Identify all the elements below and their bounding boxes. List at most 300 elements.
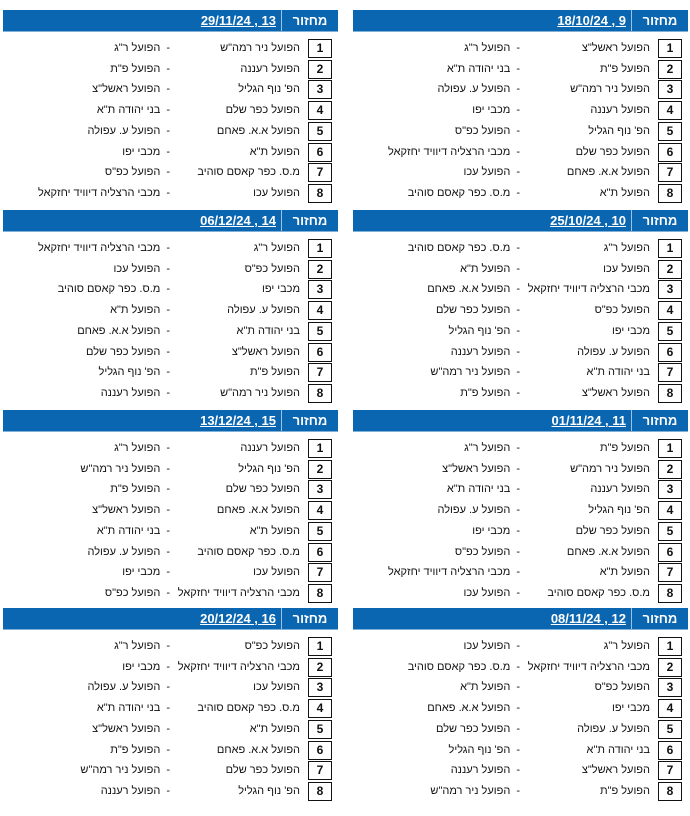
home-team: הפועל ת"א: [249, 722, 300, 735]
match-row: [3, 322, 340, 341]
match-row: [3, 80, 340, 99]
match-number: 8: [308, 584, 332, 603]
round-block: [353, 410, 690, 610]
match-number: 8: [658, 184, 682, 203]
match-number: 8: [658, 584, 682, 603]
round-label: מחזור: [281, 210, 338, 231]
home-team: הפ' נוף הגליל: [238, 784, 300, 797]
match-number: 3: [658, 80, 682, 99]
home-team: מכבי הרצליה דיוויד יחזקאל: [177, 586, 300, 599]
separator: -: [166, 504, 170, 517]
home-team: הפועל א.א. פאחם: [566, 545, 650, 558]
away-team: הפועל ראשל"צ: [442, 462, 511, 475]
home-team: הפועל א.א. פאחם: [566, 166, 650, 179]
home-team: הפועל כפר שלם: [575, 524, 650, 537]
match-number: 8: [308, 782, 332, 801]
match-row: [3, 301, 340, 320]
home-team: הפועל כפר שלם: [575, 145, 650, 158]
separator: -: [166, 345, 170, 358]
away-team: הפועל כפ"ס: [104, 166, 161, 179]
match-number: 7: [308, 761, 332, 780]
separator: -: [166, 586, 170, 599]
match-row: [353, 678, 690, 697]
match-row: [3, 501, 340, 520]
separator: -: [516, 366, 520, 379]
round-date: 29/11/24 , 13: [200, 13, 276, 28]
match-row: [353, 543, 690, 562]
separator: -: [166, 386, 170, 399]
match-row: [353, 143, 690, 162]
match-number: 1: [658, 239, 682, 258]
home-team: הפועל כפ"ס: [594, 304, 650, 317]
separator: -: [516, 722, 520, 735]
home-team: הפועל ניר רמה"ש: [220, 386, 300, 399]
match-row: [3, 239, 340, 258]
home-team: הפועל רעננה: [240, 442, 300, 454]
separator: -: [166, 566, 170, 579]
match-row: [353, 720, 690, 739]
away-team: הפועל ע. עפולה: [437, 504, 511, 517]
home-team: הפ' נוף הגליל: [588, 504, 650, 517]
home-team: הפ' נוף הגליל: [588, 124, 650, 137]
round-header: [3, 608, 338, 630]
separator: -: [516, 324, 520, 337]
separator: -: [166, 764, 170, 777]
match-row: [353, 301, 690, 320]
home-team: הפועל פ"ת: [249, 366, 300, 379]
match-row: [3, 122, 340, 141]
match-number: 7: [658, 563, 682, 582]
match-number: 3: [308, 280, 332, 299]
away-team: הפ' נוף הגליל: [448, 743, 511, 756]
match-number: 4: [658, 699, 682, 718]
separator: -: [166, 743, 170, 756]
home-team: הפועל ראשל"צ: [581, 386, 650, 399]
match-number: 4: [658, 501, 682, 520]
separator: -: [166, 83, 170, 96]
match-number: 2: [308, 658, 332, 677]
match-number: 3: [308, 80, 332, 99]
match-row: [353, 584, 690, 603]
separator: -: [516, 242, 520, 254]
match-number: 5: [658, 122, 682, 141]
separator: -: [516, 442, 520, 454]
separator: -: [166, 442, 170, 454]
away-team: הפועל רעננה: [450, 345, 511, 358]
home-team: הפועל ניר רמה"ש: [570, 83, 650, 96]
home-team: הפועל פ"ת: [599, 442, 650, 454]
separator: -: [516, 386, 520, 399]
home-team: מכבי יפו: [611, 324, 650, 337]
match-number: 2: [658, 658, 682, 677]
away-team: הפועל ר"ג: [114, 442, 161, 454]
match-row: [353, 80, 690, 99]
home-team: הפועל ר"ג: [603, 640, 650, 652]
match-number: 3: [658, 480, 682, 499]
separator: -: [516, 304, 520, 317]
match-row: [3, 143, 340, 162]
home-team: הפועל פ"ת: [599, 62, 650, 75]
home-team: הפועל כפר שלם: [225, 483, 300, 496]
separator: -: [516, 640, 520, 652]
round-date: 06/12/24 , 14: [200, 213, 276, 228]
match-row: [353, 637, 690, 656]
match-number: 7: [308, 163, 332, 182]
match-number: 4: [658, 301, 682, 320]
match-number: 6: [308, 143, 332, 162]
match-number: 5: [658, 322, 682, 341]
home-team: הפועל ת"א: [249, 524, 300, 537]
home-team: הפועל כפ"ס: [244, 640, 300, 652]
away-team: מכבי יפו: [472, 104, 511, 117]
home-team: הפועל ניר רמה"ש: [570, 462, 650, 475]
home-team: מ.ס. כפר קאסם סוהיב: [547, 586, 650, 599]
match-number: 1: [658, 439, 682, 458]
away-team: הפועל ר"ג: [464, 442, 511, 454]
home-team: הפועל רעננה: [590, 104, 650, 117]
away-team: הפועל ע. עפולה: [87, 681, 161, 694]
away-team: מכבי יפו: [122, 660, 161, 673]
match-row: [3, 280, 340, 299]
separator: -: [516, 784, 520, 797]
home-team: הפועל עכו: [253, 566, 300, 579]
home-team: בני יהודה ת"א: [586, 743, 650, 756]
away-team: מכבי הרצליה דיוויד יחזקאל: [388, 566, 511, 579]
match-number: 4: [308, 699, 332, 718]
home-team: הפועל ר"ג: [253, 242, 300, 254]
home-team: הפועל ניר רמה"ש: [220, 42, 300, 54]
away-team: הפועל עכו: [463, 586, 511, 599]
away-team: מכבי יפו: [122, 145, 161, 158]
match-row: [3, 678, 340, 697]
match-number: 4: [308, 101, 332, 120]
match-number: 7: [308, 363, 332, 382]
match-number: 2: [308, 460, 332, 479]
home-team: הפועל עכו: [253, 681, 300, 694]
away-team: הפועל ת"א: [460, 262, 511, 275]
separator: -: [166, 242, 170, 254]
separator: -: [516, 62, 520, 75]
match-row: [3, 384, 340, 403]
separator: -: [516, 462, 520, 475]
match-row: [353, 480, 690, 499]
match-number: 7: [658, 163, 682, 182]
away-team: הפועל כפר שלם: [85, 345, 161, 358]
match-number: 2: [658, 60, 682, 79]
match-number: 8: [308, 384, 332, 403]
away-team: הפועל ע. עפולה: [87, 545, 161, 558]
match-number: 6: [658, 741, 682, 760]
away-team: הפועל כפ"ס: [454, 545, 511, 558]
match-number: 1: [658, 39, 682, 58]
match-row: [353, 782, 690, 801]
round-block: [353, 210, 690, 410]
match-number: 2: [658, 260, 682, 279]
match-number: 6: [658, 343, 682, 362]
match-row: [353, 501, 690, 520]
round-date: 01/11/24 , 11: [551, 413, 626, 428]
away-team: הפועל ניר רמה"ש: [430, 784, 511, 797]
home-team: מכבי הרצליה דיוויד יחזקאל: [527, 660, 650, 673]
match-row: [353, 761, 690, 780]
match-row: [353, 384, 690, 403]
round-label: מחזור: [631, 210, 688, 231]
round-header: [353, 210, 688, 232]
match-number: 7: [658, 363, 682, 382]
separator: -: [516, 124, 520, 137]
away-team: הפועל ניר רמה"ש: [80, 764, 161, 777]
separator: -: [516, 764, 520, 777]
separator: -: [166, 145, 170, 158]
match-number: 6: [308, 543, 332, 562]
match-number: 3: [308, 480, 332, 499]
home-team: מכבי יפו: [611, 702, 650, 715]
separator: -: [516, 681, 520, 694]
match-row: [3, 439, 340, 458]
match-number: 5: [658, 522, 682, 541]
match-row: [3, 584, 340, 603]
home-team: הפועל רעננה: [590, 483, 650, 496]
match-row: [3, 343, 340, 362]
match-number: 4: [308, 501, 332, 520]
separator: -: [516, 262, 520, 275]
away-team: הפועל ת"א: [110, 304, 161, 317]
match-number: 1: [658, 637, 682, 656]
separator: -: [516, 660, 520, 673]
match-number: 2: [308, 60, 332, 79]
separator: -: [516, 524, 520, 537]
match-row: [3, 563, 340, 582]
away-team: הפועל ראשל"צ: [92, 504, 161, 517]
match-row: [3, 543, 340, 562]
home-team: מכבי יפו: [261, 283, 300, 296]
away-team: הפועל ראשל"צ: [92, 722, 161, 735]
away-team: הפועל ר"ג: [464, 42, 511, 54]
away-team: הפועל ע. עפולה: [87, 124, 161, 137]
home-team: הפועל עכו: [253, 186, 300, 199]
separator: -: [166, 283, 170, 296]
match-number: 5: [308, 322, 332, 341]
match-number: 4: [308, 301, 332, 320]
home-team: מ.ס. כפר קאסם סוהיב: [197, 702, 300, 715]
away-team: מ.ס. כפר קאסם סוהיב: [57, 283, 161, 296]
round-header: [3, 210, 338, 232]
round-date: 20/12/24 , 16: [200, 611, 276, 626]
match-row: [3, 637, 340, 656]
match-number: 3: [658, 280, 682, 299]
home-team: הפועל כפר שלם: [225, 764, 300, 777]
home-team: מכבי הרצליה דיוויד יחזקאל: [177, 660, 300, 673]
away-team: הפועל ר"ג: [114, 640, 161, 652]
round-block: [3, 210, 340, 410]
separator: -: [166, 722, 170, 735]
away-team: הפועל ת"א: [460, 681, 511, 694]
match-row: [3, 163, 340, 182]
round-header: [353, 10, 688, 32]
away-team: הפועל כפ"ס: [104, 586, 161, 599]
match-row: [353, 522, 690, 541]
match-number: 1: [308, 439, 332, 458]
separator: -: [166, 524, 170, 537]
away-team: הפועל ראשל"צ: [92, 83, 161, 96]
home-team: הפועל ר"ג: [603, 242, 650, 254]
home-team: הפועל פ"ת: [599, 784, 650, 797]
round-block: [353, 10, 690, 210]
match-row: [353, 658, 690, 677]
away-team: הפועל עכו: [463, 640, 511, 652]
match-row: [353, 563, 690, 582]
match-number: 6: [308, 343, 332, 362]
away-team: הפועל כפר שלם: [435, 722, 511, 735]
round-date: 25/10/24 , 10: [550, 213, 626, 228]
match-row: [3, 101, 340, 120]
match-row: [3, 184, 340, 203]
match-row: [3, 658, 340, 677]
separator: -: [166, 483, 170, 496]
away-team: מכבי הרצליה דיוויד יחזקאל: [38, 186, 161, 199]
separator: -: [516, 586, 520, 599]
match-row: [353, 122, 690, 141]
away-team: הפועל עכו: [463, 166, 511, 179]
match-number: 8: [658, 384, 682, 403]
match-number: 5: [308, 720, 332, 739]
home-team: הפועל ת"א: [249, 145, 300, 158]
away-team: הפועל רעננה: [450, 764, 511, 777]
home-team: הפועל רעננה: [240, 62, 300, 75]
round-block: [353, 608, 690, 808]
away-team: הפועל פ"ת: [460, 386, 511, 399]
match-row: [353, 460, 690, 479]
away-team: מכבי יפו: [122, 566, 161, 579]
separator: -: [166, 186, 170, 199]
match-row: [353, 439, 690, 458]
away-team: הפועל רעננה: [100, 386, 161, 399]
separator: -: [516, 566, 520, 579]
match-number: 4: [658, 101, 682, 120]
away-team: הפועל עכו: [113, 262, 161, 275]
round-label: מחזור: [281, 410, 338, 431]
separator: -: [516, 504, 520, 517]
round-header: [3, 10, 338, 32]
separator: -: [516, 743, 520, 756]
away-team: הפועל ע. עפולה: [437, 83, 511, 96]
separator: -: [166, 462, 170, 475]
separator: -: [166, 166, 170, 179]
match-row: [3, 720, 340, 739]
home-team: הפועל ראשל"צ: [581, 42, 650, 54]
separator: -: [516, 283, 520, 296]
separator: -: [166, 124, 170, 137]
match-row: [3, 761, 340, 780]
separator: -: [516, 702, 520, 715]
separator: -: [166, 784, 170, 797]
match-row: [353, 163, 690, 182]
separator: -: [516, 166, 520, 179]
away-team: הפ' נוף הגליל: [98, 366, 161, 379]
separator: -: [516, 483, 520, 496]
match-row: [353, 101, 690, 120]
match-row: [3, 363, 340, 382]
match-row: [353, 322, 690, 341]
match-number: 3: [308, 678, 332, 697]
match-row: [353, 363, 690, 382]
separator: -: [166, 545, 170, 558]
separator: -: [166, 262, 170, 275]
round-block: [3, 10, 340, 210]
match-number: 5: [658, 720, 682, 739]
away-team: הפועל ר"ג: [114, 42, 161, 54]
home-team: הפועל א.א. פאחם: [216, 124, 300, 137]
separator: -: [166, 304, 170, 317]
match-row: [3, 460, 340, 479]
match-number: 8: [308, 184, 332, 203]
separator: -: [166, 42, 170, 54]
home-team: בני יהודה ת"א: [236, 324, 300, 337]
match-row: [353, 60, 690, 79]
round-date: 18/10/24 , 9: [557, 13, 626, 28]
home-team: הפועל א.א. פאחם: [216, 743, 300, 756]
separator: -: [516, 42, 520, 54]
away-team: הפועל פ"ת: [110, 483, 161, 496]
home-team: הפועל כפ"ס: [594, 681, 650, 694]
match-number: 1: [308, 637, 332, 656]
away-team: בני יהודה ת"א: [96, 104, 161, 117]
away-team: מ.ס. כפר קאסם סוהיב: [407, 660, 511, 673]
round-label: מחזור: [631, 410, 688, 431]
round-block: [3, 410, 340, 610]
match-number: 7: [308, 563, 332, 582]
away-team: מ.ס. כפר קאסם סוהיב: [407, 242, 511, 254]
away-team: הפועל א.א. פאחם: [427, 283, 511, 296]
separator: -: [516, 145, 520, 158]
separator: -: [166, 324, 170, 337]
home-team: מ.ס. כפר קאסם סוהיב: [197, 166, 300, 179]
match-row: [3, 782, 340, 801]
away-team: הפ' נוף הגליל: [448, 324, 511, 337]
match-number: 6: [658, 543, 682, 562]
away-team: הפועל א.א. פאחם: [77, 324, 161, 337]
home-team: מ.ס. כפר קאסם סוהיב: [197, 545, 300, 558]
home-team: הפועל ע. עפולה: [577, 722, 650, 735]
round-label: מחזור: [631, 10, 688, 31]
match-number: 8: [658, 782, 682, 801]
match-number: 1: [308, 39, 332, 58]
match-number: 6: [658, 143, 682, 162]
round-date: 08/11/24 , 12: [550, 611, 626, 626]
home-team: הפועל עכו: [603, 262, 650, 275]
separator: -: [166, 62, 170, 75]
separator: -: [166, 660, 170, 673]
separator: -: [166, 104, 170, 117]
separator: -: [516, 186, 520, 199]
away-team: הפועל פ"ת: [110, 743, 161, 756]
away-team: הפועל כפר שלם: [435, 304, 511, 317]
away-team: הפועל ניר רמה"ש: [430, 366, 511, 379]
round-label: מחזור: [281, 608, 338, 629]
home-team: הפועל כפ"ס: [244, 262, 300, 275]
match-row: [353, 280, 690, 299]
match-row: [353, 343, 690, 362]
away-team: מכבי הרצליה דיוויד יחזקאל: [38, 242, 161, 254]
round-block: [3, 608, 340, 808]
away-team: בני יהודה ת"א: [446, 483, 511, 496]
match-row: [353, 239, 690, 258]
match-number: 3: [658, 678, 682, 697]
away-team: בני יהודה ת"א: [96, 702, 161, 715]
match-row: [353, 184, 690, 203]
round-header: [3, 410, 338, 432]
home-team: הפועל ראשל"צ: [231, 345, 300, 358]
